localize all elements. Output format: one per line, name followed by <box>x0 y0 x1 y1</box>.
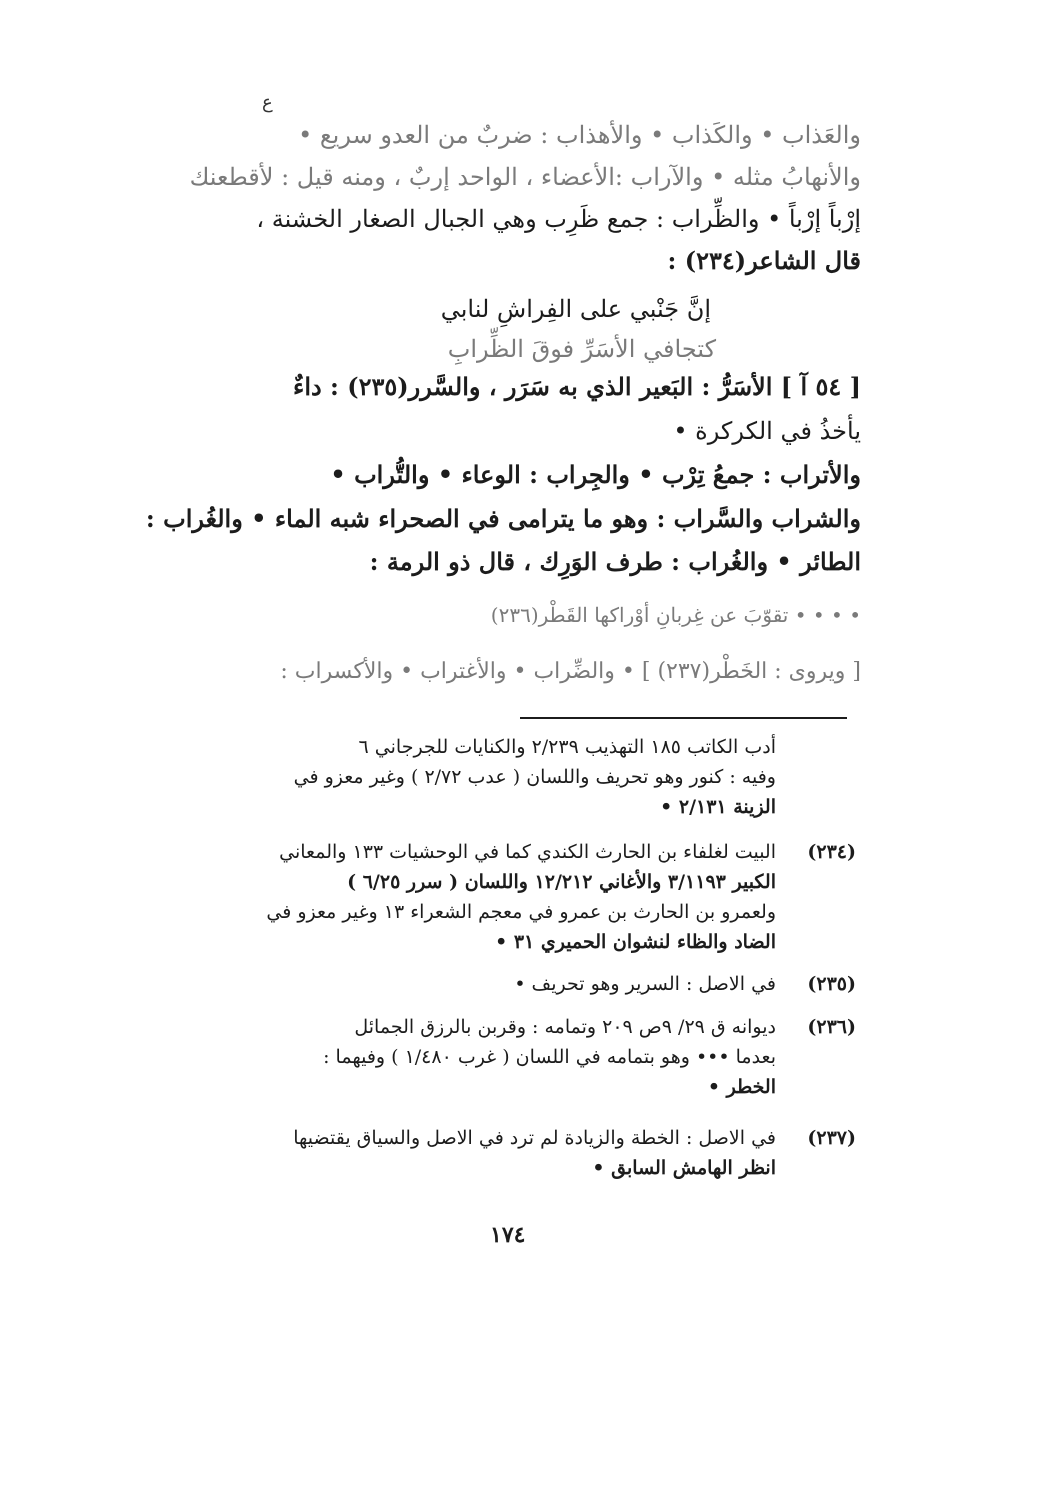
footnote-line: أدب الكاتب ١٨٥ التهذيب ٢/٢٣٩ والكنايات للجرجاني ٦ <box>358 736 776 758</box>
footnote-number: (٢٣٥) <box>807 973 856 995</box>
footnote-line: الضاد والظاء لنشوان الحميري ٣١ • <box>495 931 776 953</box>
footnote-line: ديوانه ق ٢٩/ ٩ص ٢٠٩ وتمامه : وقربن بالرزق الجمائل <box>354 1016 776 1038</box>
body-line: والعَذاب • والكَذاب • والأهذاب : ضربٌ من العدو سريع • <box>298 121 861 149</box>
verse-line: إنَّ جَنْبي على الفِراشِ لنابي <box>440 295 711 323</box>
verse-line: • • • • تقوّبَ عن غِربانِ أوْراكها القَطْر(٢٣٦) <box>490 603 861 627</box>
footnote-line: في الاصل : السرير وهو تحريف • <box>514 973 776 995</box>
footnote-line: الكبير ٣/١١٩٣ والأغاني ١٢/٢١٢ واللسان ( سرر ٦/٢٥ ) <box>347 871 776 893</box>
page-number: ١٧٤ <box>490 1222 526 1248</box>
footnote-number: (٢٣٤) <box>807 841 856 863</box>
footnote-line: وفيه : كنور وهو تحريف واللسان ( عدب ٢/٧٢ ) وغير معزو في <box>293 766 776 788</box>
body-line: الطائر • والغُراب : طرف الوَرِك ، قال ذو الرمة : <box>369 547 861 576</box>
footnote-line: بعدما ••• وهو بتمامه في اللسان ( غرب ١/٤٨٠ ) وفيهما : <box>323 1046 776 1068</box>
footnote-line: الزينة ٢/١٣١ • <box>660 796 776 818</box>
body-line: [ ٥٤ آ ] الأسَرُّ : البَعير الذي به سَرَر ، والسَّرر(٢٣٥) : داءٌ <box>293 372 861 401</box>
body-line: [ ويروى : الخَطْر(٢٣٧) ] • والضِّراب • والأغتراب • والأكسراب : <box>280 659 861 684</box>
body-line: والأتراب : جمعُ تِرْب • والجِراب : الوعاء • والتُّراب • <box>330 460 861 489</box>
body-line: يأخذُ في الكركرة • <box>673 417 861 445</box>
footnote-number: (٢٣٦) <box>807 1016 856 1038</box>
body-line: قال الشاعر(٢٣٤) : <box>667 246 861 275</box>
footnote-line: ولعمرو بن الحارث بن عمرو في معجم الشعراء ١٣ وغير معزو في <box>266 901 776 923</box>
footnote-number: (٢٣٧) <box>807 1127 856 1149</box>
body-line: والأنهابُ مثله • والآراب :الأعضاء ، الواحد إربٌ ، ومنه قيل : لأقطعنك <box>189 163 861 191</box>
footnote-line: الخطر • <box>707 1076 776 1098</box>
body-line: إرْباً إرْباً • والظِّراب : جمع ظَرِب وهي الجبال الصغار الخشنة ، <box>256 205 861 233</box>
verse-line: كتجافي الأسَرِّ فوقَ الظِّرابِ <box>447 335 716 363</box>
corner-mark: ع <box>262 92 273 113</box>
footnote-separator <box>520 717 847 719</box>
footnote-line: البيت لغلفاء بن الحارث الكندي كما في الوحشيات ١٣٣ والمعاني <box>279 841 776 863</box>
footnote-line: في الاصل : الخطة والزيادة لم ترد في الاصل والسياق يقتضيها <box>293 1127 776 1149</box>
footnote-line: انظر الهامش السابق • <box>592 1157 776 1179</box>
body-line: والشراب والسَّراب : وهو ما يترامى في الصحراء شبه الماء • والغُراب : <box>145 504 861 533</box>
